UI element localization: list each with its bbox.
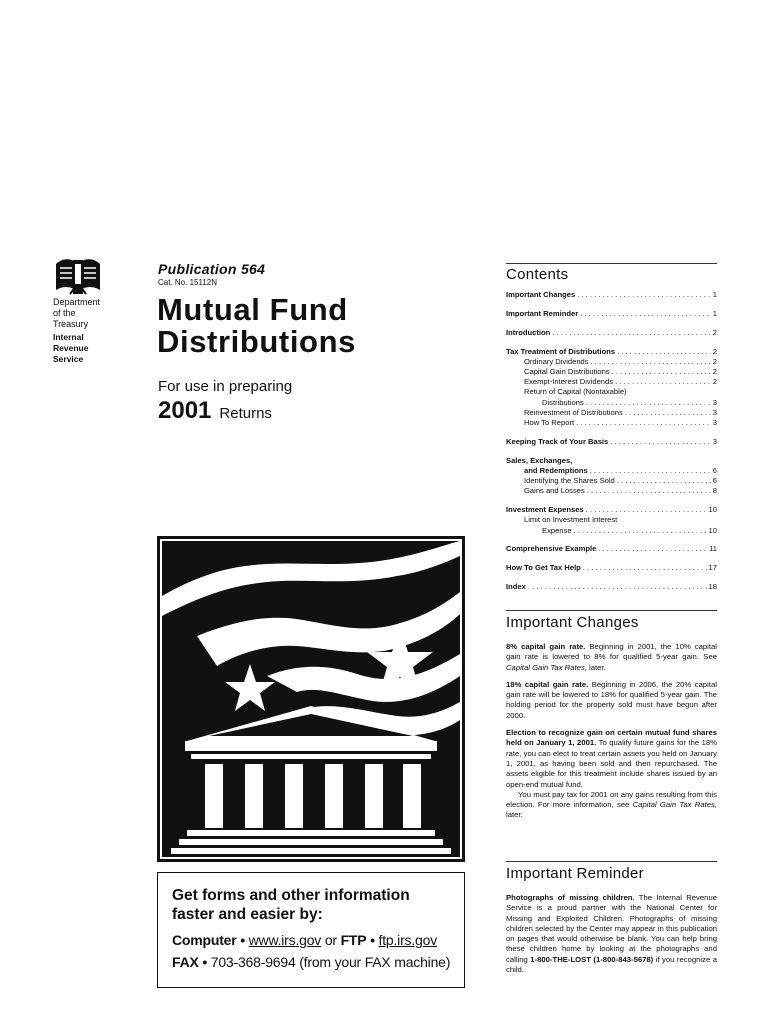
toc-entry-page: 17 bbox=[708, 563, 717, 573]
promo-headline-line: faster and easier by: bbox=[172, 906, 323, 923]
toc-leader-dots bbox=[575, 290, 711, 299]
change-paragraph bbox=[506, 790, 717, 821]
toc-gap bbox=[506, 319, 717, 328]
promo-headline bbox=[172, 886, 464, 924]
toc-entry[interactable] bbox=[506, 466, 717, 476]
irs-line: Service bbox=[53, 354, 84, 364]
bullet: • bbox=[202, 954, 208, 970]
cover-illustration-flag-building bbox=[157, 536, 465, 862]
toc-leader-dots bbox=[584, 505, 707, 514]
paragraph-text: later. bbox=[589, 662, 606, 672]
toc-leader-dots bbox=[585, 486, 711, 495]
toc-entry[interactable] bbox=[506, 544, 717, 554]
toc-leader-dots bbox=[550, 328, 710, 337]
toc-entry[interactable] bbox=[506, 377, 717, 387]
toc-leader-dots bbox=[608, 437, 710, 446]
toc-entry-label: Sales, Exchanges, bbox=[506, 455, 573, 465]
paragraph-lead: 18% capital gain rate. bbox=[506, 679, 589, 689]
toc-entry-label: Ordinary Dividends bbox=[524, 356, 589, 366]
toc-entry[interactable] bbox=[506, 387, 717, 397]
paragraph-lead: Photographs of missing children. bbox=[506, 893, 635, 902]
toc-entry-page: 1 bbox=[712, 308, 717, 318]
toc-entry[interactable] bbox=[506, 328, 717, 338]
toc-entry-page: 6 bbox=[712, 476, 717, 486]
toc-entry-label: Index bbox=[506, 582, 526, 592]
change-paragraph bbox=[506, 642, 717, 673]
toc-entry-label: Expense bbox=[542, 525, 572, 535]
toc-entry-page: 2 bbox=[712, 356, 717, 366]
toc-entry-label: Capital Gain Distributions bbox=[524, 367, 610, 376]
department-of-treasury bbox=[53, 297, 100, 330]
toc-entry-label: and Redemptions bbox=[524, 465, 588, 475]
toc-entry[interactable] bbox=[506, 367, 717, 377]
dept-line: Department bbox=[53, 297, 101, 307]
toc-leader-dots bbox=[581, 563, 707, 572]
paragraph-text: later. bbox=[506, 810, 523, 820]
cross-reference: Capital Gain Tax Rates, bbox=[632, 800, 718, 810]
for-use-text: For use in preparing bbox=[158, 378, 293, 395]
toc-entry-label: Important Changes bbox=[506, 290, 576, 299]
toc-entry-page: 18 bbox=[708, 582, 717, 592]
toc-entry[interactable] bbox=[506, 582, 717, 592]
toc-entry[interactable] bbox=[506, 357, 717, 367]
tax-year: 2001 bbox=[158, 397, 212, 424]
divider bbox=[506, 263, 717, 264]
toc-entry-page: 3 bbox=[712, 436, 717, 446]
important-reminder-heading: Important Reminder bbox=[506, 865, 644, 882]
toc-leader-dots bbox=[610, 367, 711, 376]
toc-entry-page: 1 bbox=[712, 290, 717, 299]
paragraph-lead: Election to recognize gain on certain mutual fund shares held on January 1, 2001. bbox=[506, 728, 717, 748]
toc-entry-label: Distributions bbox=[542, 397, 584, 407]
toc-entry-label: Comprehensive Example bbox=[506, 544, 597, 554]
irs-line: Revenue bbox=[53, 343, 89, 353]
change-paragraph bbox=[506, 728, 717, 790]
toc-leader-dots bbox=[623, 408, 711, 417]
toc-leader-dots bbox=[589, 357, 711, 366]
toc-entry-page: 10 bbox=[708, 505, 717, 515]
toc-leader-dots bbox=[588, 466, 711, 475]
dept-line: Treasury bbox=[53, 319, 89, 329]
toc-gap bbox=[506, 447, 717, 456]
toc-entry-page: 3 bbox=[712, 407, 717, 417]
toc-entry-page: 11 bbox=[709, 544, 717, 554]
toc-entry[interactable] bbox=[506, 418, 717, 428]
toc-leader-dots bbox=[578, 309, 711, 318]
toc-entry[interactable] bbox=[506, 563, 717, 573]
bullet: • bbox=[370, 932, 375, 948]
table-of-contents bbox=[506, 290, 717, 592]
toc-entry-label: Gains and Losses bbox=[524, 486, 585, 496]
toc-leader-dots bbox=[615, 476, 711, 485]
toc-gap bbox=[506, 428, 717, 437]
toc-entry-page: 2 bbox=[712, 346, 717, 356]
toc-entry-page: 10 bbox=[708, 525, 717, 535]
toc-leader-dots bbox=[574, 418, 711, 427]
irs-ftp-link[interactable]: ftp.irs.gov bbox=[378, 932, 438, 948]
toc-entry[interactable] bbox=[506, 526, 717, 536]
toc-gap bbox=[506, 300, 717, 309]
change-paragraph bbox=[506, 680, 717, 721]
toc-entry[interactable] bbox=[506, 486, 717, 496]
toc-entry[interactable] bbox=[506, 309, 717, 319]
divider bbox=[506, 610, 717, 611]
toc-entry[interactable] bbox=[506, 398, 717, 408]
toc-entry-page: 6 bbox=[712, 465, 717, 475]
toc-entry-label: Return of Capital (Nontaxable) bbox=[524, 387, 627, 397]
returns-label: Returns bbox=[219, 405, 272, 422]
toc-entry[interactable] bbox=[506, 347, 717, 357]
toc-entry-page: 2 bbox=[712, 377, 717, 387]
toc-gap bbox=[506, 338, 717, 347]
toc-entry-label: Identifying the Shares Sold bbox=[524, 476, 615, 486]
catalog-number: Cat. No. 15112N bbox=[158, 278, 217, 287]
toc-entry[interactable] bbox=[506, 437, 717, 447]
toc-entry-label: How To Report bbox=[524, 417, 575, 427]
title-line: Mutual Fund bbox=[157, 292, 348, 327]
paragraph-text: You must pay tax for 2001 on any gains resulting from this election. For more information, see bbox=[506, 789, 717, 810]
toc-entry[interactable] bbox=[506, 505, 717, 515]
toc-leader-dots bbox=[584, 398, 711, 407]
dept-line: of the bbox=[53, 308, 76, 318]
paragraph-text: The Internal Revenue Service is a proud partner with the National Center for Missing and Exploited Children. Photographs of missing children selected by the Center may appear in this publication on pages that would otherwise be blank. You can help bring these children home by looking at the photographs and calling bbox=[506, 893, 717, 964]
paragraph-lead: 8% capital gain rate. bbox=[506, 642, 586, 651]
toc-gap bbox=[506, 555, 717, 564]
paragraph-text: if you recognize a child. bbox=[506, 954, 718, 975]
hotline-number: 1-800-THE-LOST (1-800-843-5678) bbox=[530, 954, 654, 964]
toc-leader-dots bbox=[615, 347, 711, 356]
promo-online-line bbox=[172, 929, 464, 951]
toc-entry[interactable] bbox=[506, 456, 717, 466]
toc-entry-label: Tax Treatment of Distributions bbox=[506, 346, 616, 356]
toc-entry-page: 2 bbox=[712, 327, 717, 337]
toc-entry-label: Reinvestment of Distributions bbox=[524, 407, 623, 417]
important-reminder-body bbox=[506, 893, 717, 975]
contents-heading: Contents bbox=[506, 266, 569, 283]
toc-leader-dots bbox=[596, 544, 707, 553]
toc-entry-page: 3 bbox=[712, 397, 717, 407]
toc-entry[interactable] bbox=[506, 476, 717, 486]
toc-gap bbox=[506, 573, 717, 582]
publication-title bbox=[157, 294, 356, 358]
toc-leader-dots bbox=[572, 526, 707, 535]
publication-number: Publication 564 bbox=[158, 261, 266, 277]
important-changes-body bbox=[506, 642, 717, 821]
toc-entry[interactable] bbox=[506, 408, 717, 418]
toc-leader-dots bbox=[613, 377, 711, 386]
toc-gap bbox=[506, 536, 717, 545]
irs-eagle-logo-icon bbox=[52, 256, 104, 296]
computer-label: Computer bbox=[172, 932, 237, 948]
ftp-label: FTP bbox=[340, 932, 367, 948]
toc-entry-label: Exempt-Interest Dividends bbox=[524, 377, 614, 387]
promo-headline-line: Get forms and other information bbox=[172, 887, 410, 904]
toc-entry[interactable] bbox=[506, 515, 717, 525]
toc-entry-label: Investment Expenses bbox=[506, 505, 584, 515]
or-text: or bbox=[324, 932, 337, 948]
get-forms-box bbox=[157, 872, 465, 988]
toc-entry-page: 2 bbox=[712, 367, 717, 376]
toc-entry-page: 3 bbox=[712, 417, 717, 427]
fax-number: 703-368-9694 (from your FAX machine) bbox=[210, 954, 451, 970]
toc-entry-label: How To Get Tax Help bbox=[506, 563, 581, 573]
internal-revenue-service bbox=[53, 332, 88, 365]
toc-entry-label: Important Reminder bbox=[506, 308, 579, 318]
title-line: Distributions bbox=[157, 324, 356, 359]
toc-entry[interactable] bbox=[506, 290, 717, 300]
paragraph-text: To qualify future gains for the 18% rate, you can elect to treat certain assets you held on January 1, 2001, as having been sold and then repurchased. The assets eligible for this treatment include shares issued by an open-end mutual fund. bbox=[506, 738, 717, 789]
toc-entry-label: Introduction bbox=[506, 327, 551, 337]
toc-gap bbox=[506, 496, 717, 505]
toc-leader-dots bbox=[526, 582, 707, 591]
toc-entry-page: 8 bbox=[712, 486, 717, 496]
irs-line: Internal bbox=[53, 332, 84, 342]
tax-year-line bbox=[158, 397, 272, 425]
fax-label: FAX bbox=[172, 954, 199, 970]
bullet: • bbox=[240, 932, 245, 948]
toc-entry-label: Keeping Track of Your Basis bbox=[506, 436, 609, 446]
paragraph-text: Beginning in 2006, the 20% capital gain rate will be lowered to 18% for qualified 5-year gain. The holding period for the property sold must have begun after 2000. bbox=[506, 679, 717, 720]
irs-website-link[interactable]: www.irs.gov bbox=[248, 932, 322, 948]
toc-entry-label: Limit on Investment Interest bbox=[524, 515, 618, 525]
important-changes-heading: Important Changes bbox=[506, 614, 639, 631]
reminder-paragraph bbox=[506, 893, 717, 975]
promo-fax-line bbox=[172, 951, 464, 973]
cross-reference: Capital Gain Tax Rates, bbox=[506, 662, 587, 672]
divider bbox=[506, 861, 717, 862]
paragraph-text: Beginning in 2001, the 10% capital gain rate is lowered to 8% for qualified 5-year gain. See bbox=[506, 642, 718, 662]
